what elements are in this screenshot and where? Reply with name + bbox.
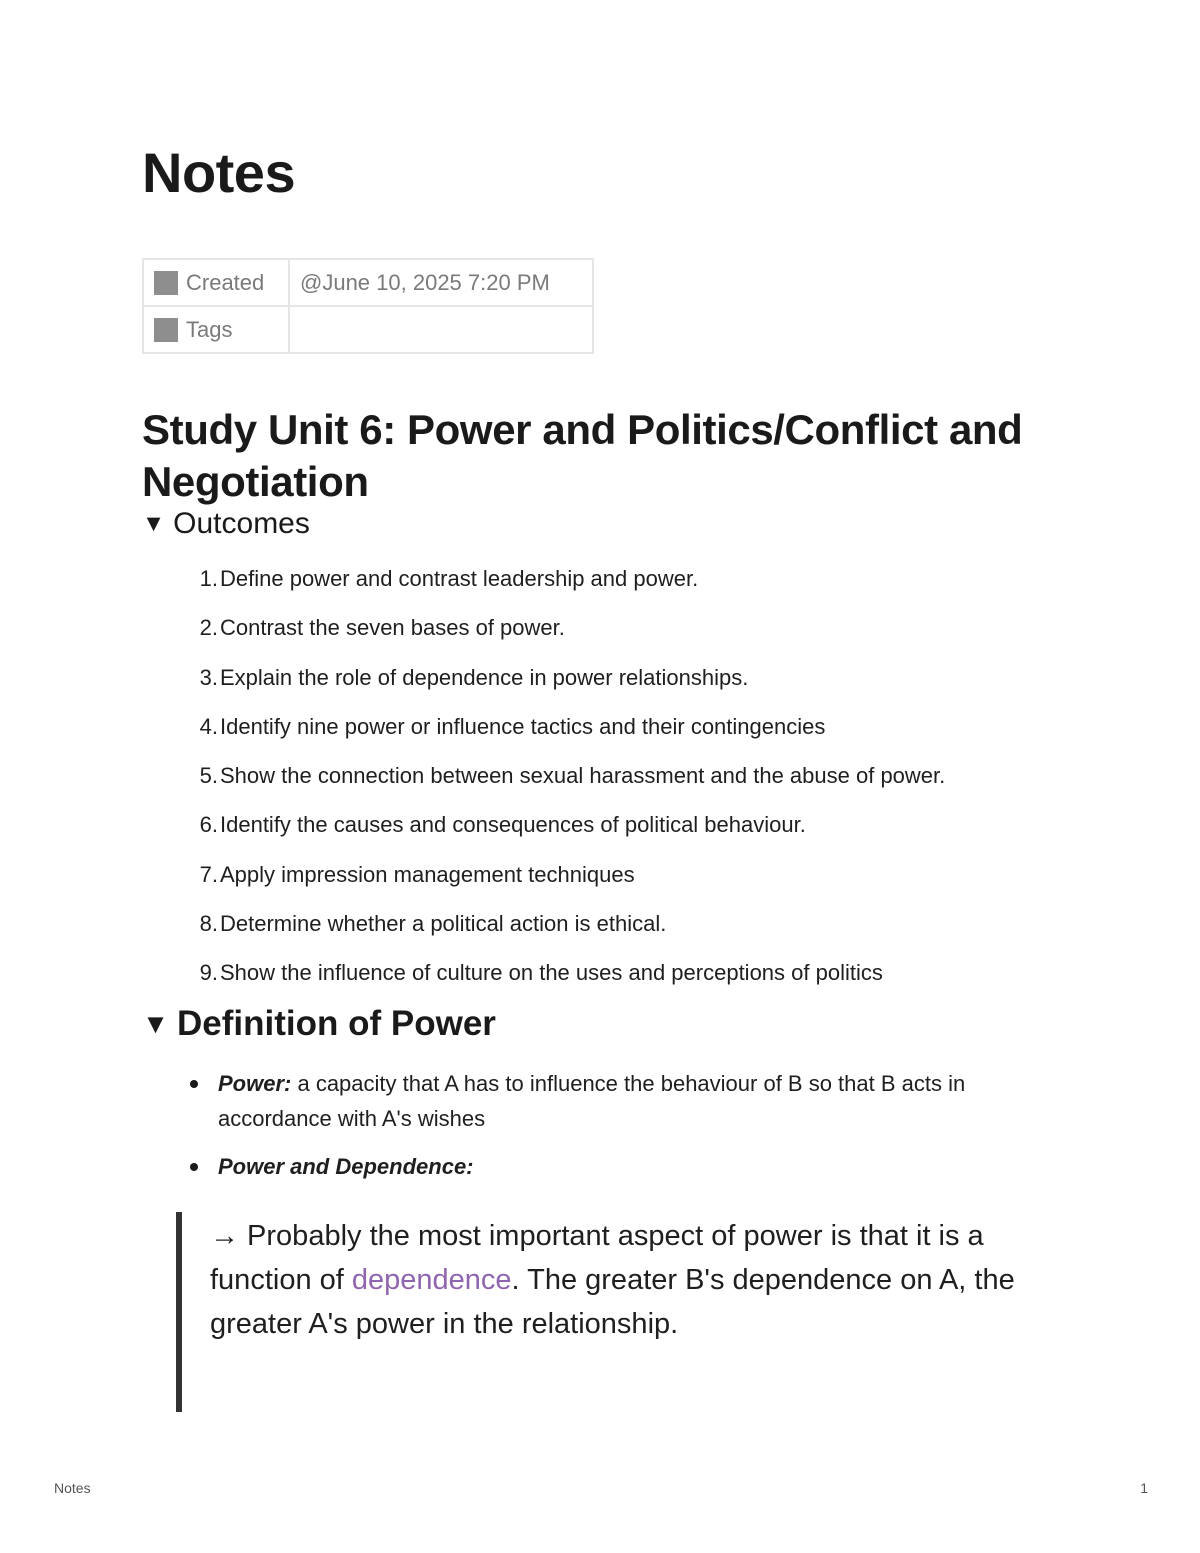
list-item [174, 611, 1074, 660]
property-key [143, 306, 289, 353]
list-item [174, 907, 1074, 956]
list-number: 4. [199, 713, 218, 739]
list-item-text: Determine whether a political action is ethical. [220, 911, 667, 937]
list-item-text: Show the connection between sexual harassment and the abuse of power. [220, 763, 946, 789]
property-row-tags [143, 306, 593, 353]
list-item [174, 710, 1074, 759]
list-item [174, 562, 1074, 611]
property-key [143, 259, 289, 306]
list-number: 1. [199, 566, 218, 591]
list-number: 8. [199, 911, 218, 937]
list-item [174, 956, 1074, 1005]
list-item-text: Contrast the seven bases of power. [220, 615, 565, 641]
list-item-text: Define power and contrast leadership and power. [220, 566, 699, 591]
property-type-icon [154, 318, 178, 342]
quote-text: . The greater B's dependence on A, the greater A's power in the relationship. [210, 1264, 1015, 1340]
highlighted-term: dependence [351, 1264, 512, 1296]
footer-title: Notes [54, 1480, 91, 1496]
term-definition: a capacity that A has to influence the behaviour of B so that B acts in accordance with A's wishes [218, 1071, 966, 1131]
list-number: 6. [199, 812, 218, 838]
triangle-down-icon[interactable]: ▼ [142, 1008, 170, 1039]
section-heading: Study Unit 6: Power and Politics/Conflict and Negotiation [142, 406, 1023, 505]
list-item [174, 808, 1074, 857]
properties-table [142, 258, 594, 354]
list-number: 5. [199, 763, 218, 789]
list-number: 9. [199, 960, 218, 986]
triangle-down-icon[interactable]: ▼ [142, 510, 166, 536]
list-number: 2. [199, 615, 218, 641]
bullet-icon [190, 1080, 198, 1088]
list-number: 3. [199, 664, 218, 690]
definition-toggle-label: Definition of Power [177, 1004, 496, 1043]
list-item-text: Identify nine power or influence tactics and their contingencies [220, 713, 826, 739]
outcomes-toggle-label: Outcomes [173, 507, 310, 540]
property-value-tags[interactable] [289, 306, 593, 353]
quote-text: → Probably the most important aspect of power is that it is a function of [210, 1220, 984, 1296]
property-type-icon [154, 271, 178, 295]
definition-list [186, 1066, 1066, 1197]
list-item [186, 1066, 1066, 1136]
list-item-text: Apply impression management techniques [220, 861, 635, 887]
term: Power and Dependence: [218, 1154, 474, 1179]
property-key-label: Tags [186, 316, 233, 342]
bullet-icon [190, 1163, 198, 1171]
page-title: Notes [142, 141, 296, 204]
list-item [174, 858, 1074, 907]
page-number: 1 [1140, 1480, 1148, 1496]
list-item [186, 1149, 1066, 1184]
list-item-text: Identify the causes and consequences of political behaviour. [220, 812, 806, 838]
property-value-created[interactable]: @June 10, 2025 7:20 PM [289, 259, 593, 306]
property-key-label: Created [186, 269, 265, 295]
outcomes-list [174, 562, 1074, 1006]
term: Power: [218, 1071, 292, 1096]
list-item [174, 661, 1074, 710]
list-item-text: Explain the role of dependence in power relationships. [220, 664, 749, 690]
list-item-text: Show the influence of culture on the uses and perceptions of politics [220, 960, 883, 986]
list-number: 7. [199, 861, 218, 887]
definition-toggle[interactable] [142, 1004, 496, 1044]
list-item [174, 759, 1074, 808]
outcomes-toggle[interactable] [142, 507, 310, 541]
quote-block [176, 1212, 1056, 1412]
property-row-created [143, 259, 593, 306]
